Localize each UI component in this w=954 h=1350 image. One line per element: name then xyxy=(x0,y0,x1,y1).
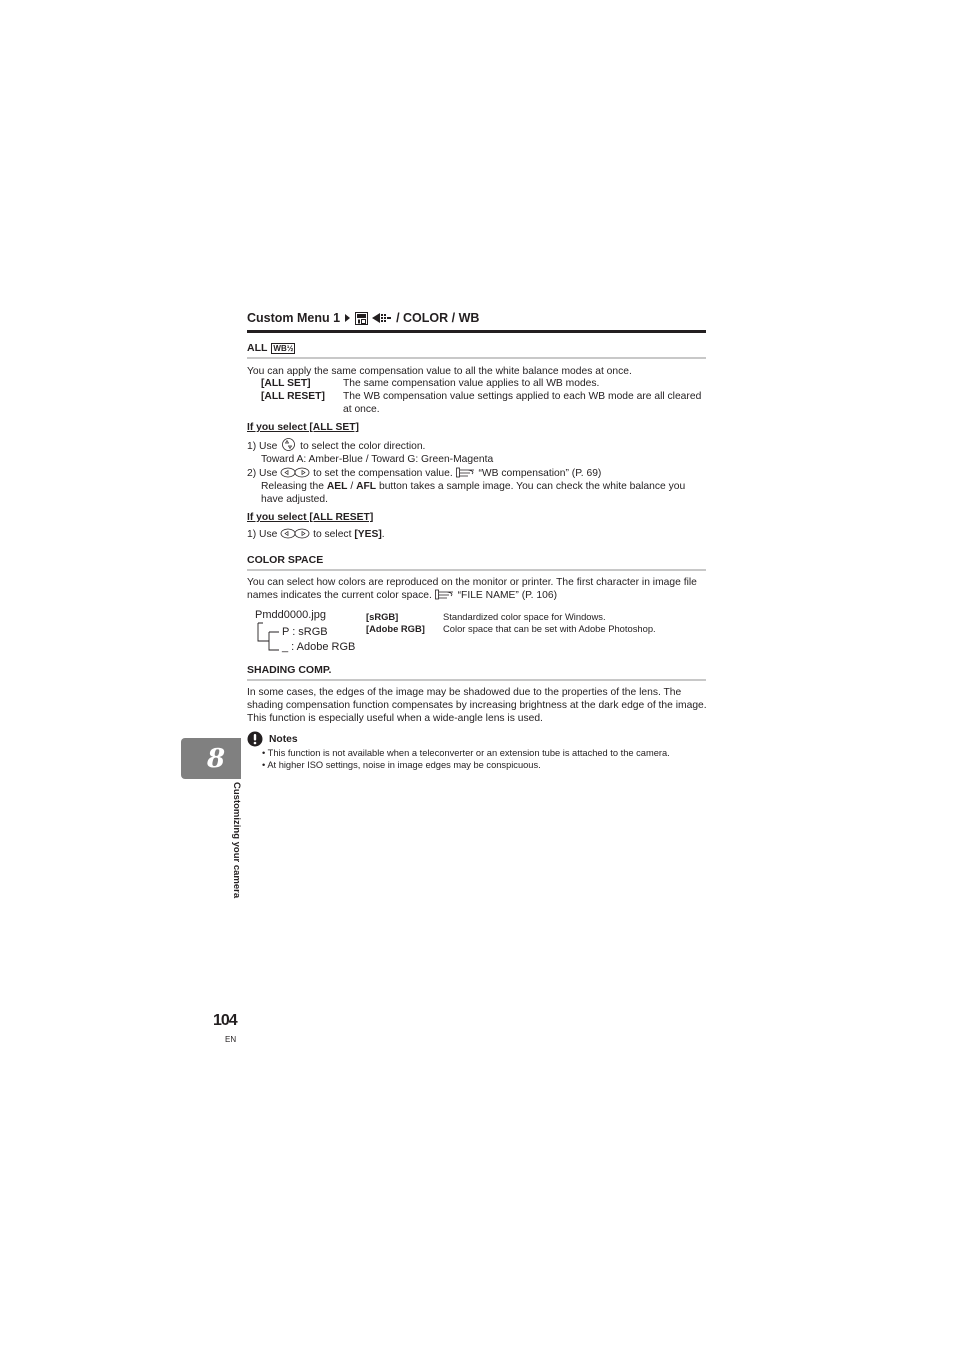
step-text: / xyxy=(350,481,354,492)
notes-box xyxy=(247,731,707,771)
filename-diagram xyxy=(255,609,365,659)
step-text: Releasing the xyxy=(261,481,324,492)
afl-button-label: AFL xyxy=(356,481,377,492)
option-key: [ALL RESET] xyxy=(261,391,325,402)
ael-button-label: AEL xyxy=(326,481,348,492)
reference-pointer-icon xyxy=(435,589,455,600)
section-title-shading-label: SHADING COMP. xyxy=(247,664,332,676)
chapter-side-label xyxy=(228,782,244,922)
arrow-pad-updown-icon xyxy=(280,438,297,451)
arrow-pad-leftright-icon xyxy=(280,528,310,539)
custom-menu-tab-icon xyxy=(355,312,368,325)
color-space-options-table xyxy=(366,611,706,635)
option-value: Standardized color space for Windows. xyxy=(443,611,606,622)
option-value: The same compensation value applies to all WB modes. xyxy=(343,378,600,389)
step-text: to select the color direction. xyxy=(300,441,426,452)
step-text: to set the compensation value. xyxy=(313,468,453,479)
section-title-all-label: ALL xyxy=(247,342,268,354)
step-detail: Toward A: Amber-Blue / Toward G: Green-Magenta xyxy=(261,454,494,465)
all-options-table xyxy=(261,377,707,416)
option-key: [Adobe RGB] xyxy=(366,623,425,634)
step-text: 1) Use xyxy=(247,529,278,540)
reference-pointer-icon xyxy=(456,467,476,478)
option-row-adobe-rgb xyxy=(366,623,706,635)
page-header-title xyxy=(247,311,479,325)
intro-text: You can select how colors are reproduced on the monitor or printer. The first character in image file names indicates the current color space. xyxy=(247,577,697,601)
option-value: Color space that can be set with Adobe Photoshop. xyxy=(443,623,656,634)
section-rule-color-space xyxy=(247,569,706,571)
chapter-side-label-text: Customizing your camera xyxy=(231,782,242,899)
chapter-tab xyxy=(181,738,241,779)
arrow-pad-leftright-icon xyxy=(280,467,310,478)
header-rule xyxy=(247,330,706,333)
header-title-prefix: Custom Menu 1 xyxy=(247,311,341,325)
cross-reference: “WB compensation” (P. 69) xyxy=(478,468,602,479)
step-all-set-2 xyxy=(247,467,707,506)
notes-heading xyxy=(247,731,707,747)
wb-compensation-icon: WB½ xyxy=(273,343,294,353)
option-key: [ALL SET] xyxy=(261,378,311,389)
option-value: The WB compensation value settings applied to each WB mode are all cleared at once. xyxy=(343,391,702,415)
cross-reference: “FILE NAME” (P. 106) xyxy=(457,590,557,601)
all-intro: You can apply the same compensation value to all the white balance modes at once. xyxy=(247,366,632,377)
yes-option-label: [YES] xyxy=(354,529,382,540)
section-rule-shading xyxy=(247,679,706,681)
step-text: 1) Use xyxy=(247,441,278,452)
section-title-shading xyxy=(247,664,331,676)
step-text: . xyxy=(381,529,385,540)
diagram-adobe-line: _ : Adobe RGB xyxy=(282,641,356,653)
shading-intro: In some cases, the edges of the image may be shadowed due to the properties of the lens. The shading compensation function compensates by increasing brightness at the dark edge of the image. This function is especially useful when a wide-angle lens is used. xyxy=(247,687,707,724)
note-item: • At higher ISO settings, noise in image edges may be conspicuous. xyxy=(262,760,541,770)
option-row-all-set xyxy=(261,377,707,390)
subheading-all-reset: If you select [ALL RESET] xyxy=(247,512,374,523)
step-text: button takes a sample image. You can check the white balance you have adjusted. xyxy=(261,481,686,505)
exclamation-icon xyxy=(247,731,263,747)
color-space-intro xyxy=(247,576,707,602)
section-rule-all xyxy=(247,357,706,359)
header-title-suffix: / COLOR / WB xyxy=(396,311,480,325)
option-row-all-reset xyxy=(261,390,707,416)
chapter-number: 8 xyxy=(206,743,226,774)
language-code: EN xyxy=(225,1035,237,1044)
section-title-color-space-label: COLOR SPACE xyxy=(247,554,324,566)
step-text: to select xyxy=(313,529,352,540)
section-title-all xyxy=(247,342,295,354)
diagram-srgb-line: P : sRGB xyxy=(282,626,328,638)
diagram-filename: Pmdd0000.jpg xyxy=(255,609,326,621)
option-key: [sRGB] xyxy=(366,611,399,622)
step-all-set-1 xyxy=(247,438,707,466)
page-number: 104 xyxy=(213,1012,237,1029)
section-title-color-space xyxy=(247,554,323,566)
note-item: • This function is not available when a teleconverter or an extension tube is attached to the camera. xyxy=(262,748,670,758)
step-text: 2) Use xyxy=(247,468,278,479)
notes-title: Notes xyxy=(269,733,298,745)
subheading-all-set: If you select [ALL SET] xyxy=(247,422,359,433)
triangle-right-icon xyxy=(344,313,351,323)
option-row-srgb xyxy=(366,611,706,623)
step-all-reset-1 xyxy=(247,528,707,541)
color-wb-menu-icon xyxy=(372,312,392,324)
